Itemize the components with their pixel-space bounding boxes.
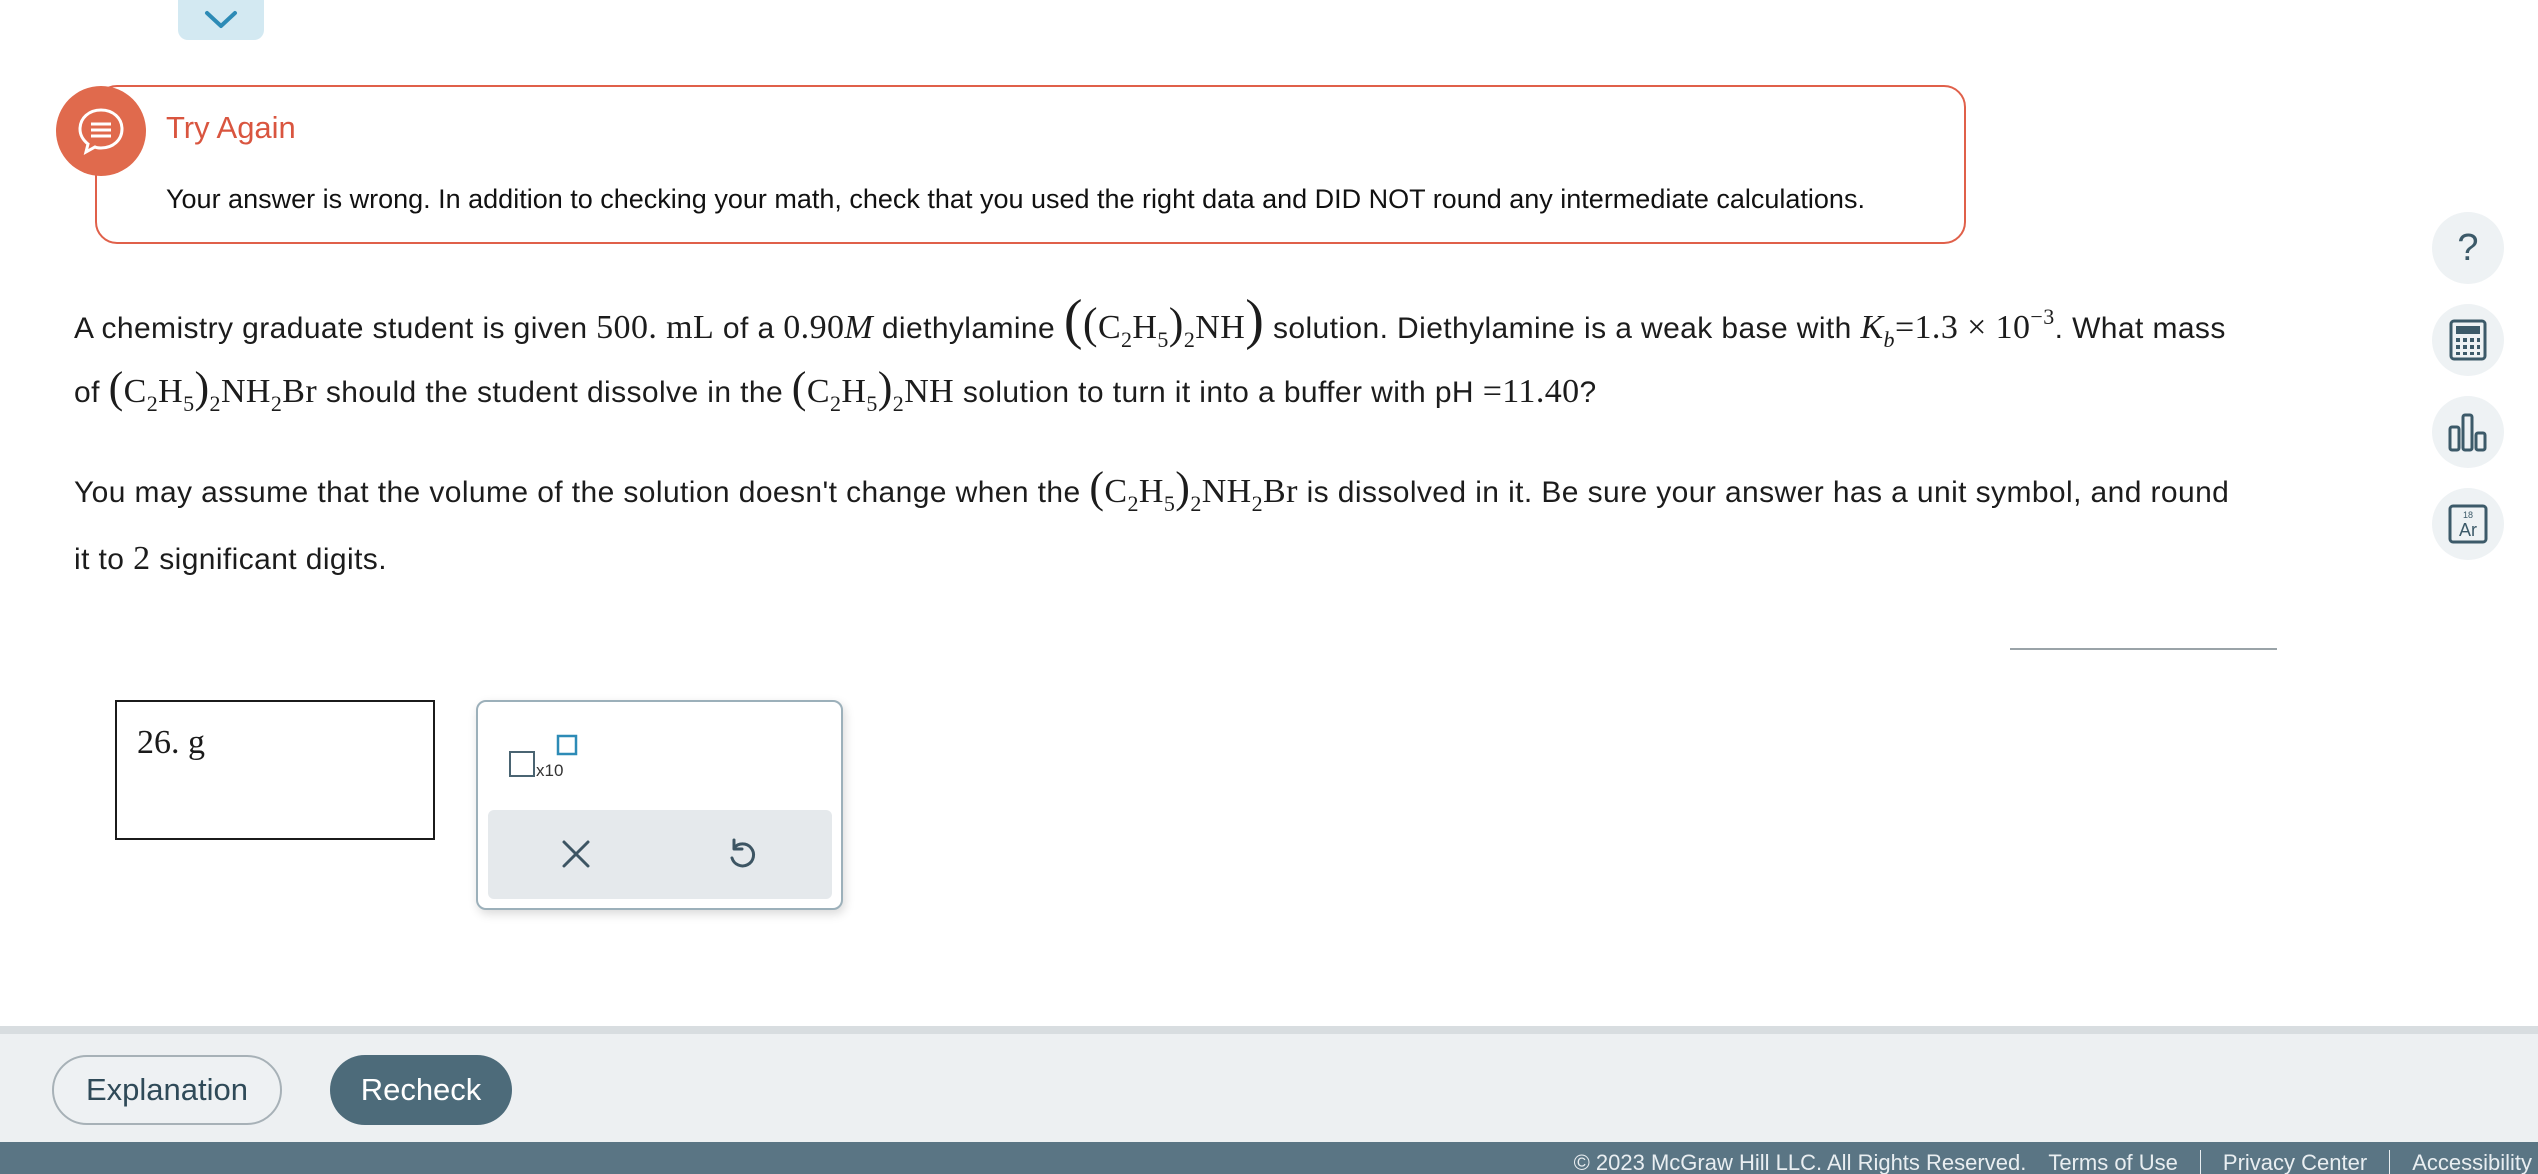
feedback-panel	[95, 85, 1966, 244]
question-line-4: it to 2 significant digits.	[74, 540, 387, 577]
privacy-link[interactable]: Privacy Center	[2222, 1150, 2368, 1174]
undo-button[interactable]	[712, 824, 772, 884]
concentration: 0.90	[783, 309, 845, 346]
x10-label: x10	[536, 761, 564, 780]
formula-diethylamine: $((C_2H_5)_2NH)$	[1063, 289, 1265, 352]
kb-expression: $K_b=1.3 \times 10^{-3}$	[1860, 304, 2055, 352]
copyright-bar	[0, 1142, 2538, 1174]
undo-icon	[724, 836, 760, 872]
x10-icon	[508, 734, 578, 784]
periodic-table-icon	[2448, 504, 2488, 544]
formula-diethylamine-2: $(C_2H_5)_2NH$	[791, 363, 955, 416]
help-button[interactable]	[2432, 212, 2504, 284]
question-line-3: You may assume that the volume of the solution doesn't change when the $(C_2H_5)_2NH_2Br$ is dissolved in it. Be sure your answer has a unit symbol, and round	[74, 463, 2230, 516]
bar-chart-icon	[2447, 411, 2489, 453]
chevron-down-icon	[203, 9, 239, 31]
question-line-2: of $(C_2H_5)_2NH_2Br$ should the student dissolve in the $(C_2H_5)_2NH$ solution to turn it into a buffer with pH =11.40?	[74, 363, 1597, 416]
divider	[2010, 648, 2277, 650]
explanation-button[interactable]: Explanation	[52, 1055, 282, 1125]
calculator-icon	[2449, 319, 2487, 361]
feedback-title: Try Again	[166, 110, 296, 145]
answer-input[interactable]	[115, 700, 435, 840]
tools-action-bar	[488, 810, 832, 899]
target-ph: =11.40	[1482, 373, 1580, 410]
divider	[2200, 1150, 2201, 1174]
formula-salt-2: $(C_2H_5)_2NH_2Br$	[1089, 463, 1298, 516]
chat-bubble-icon	[74, 104, 128, 158]
calculator-button[interactable]	[2432, 304, 2504, 376]
scientific-notation-button[interactable]	[508, 734, 578, 784]
periodic-number: 18	[2462, 510, 2474, 520]
periodic-symbol: Ar	[2459, 520, 2477, 540]
answer-value: 26. g	[137, 724, 205, 761]
question-line-1: A chemistry graduate student is given 500. mL of a 0.90M diethylamine $((C_2H_5)_2NH)$ solution. Diethylamine is a weak base with $K_b=1.3 \times 10^{-3}$. What mass	[74, 289, 2226, 352]
question-mark-icon: ?	[2457, 226, 2479, 269]
accessibility-link[interactable]: Accessibility	[2412, 1150, 2532, 1174]
collapse-toggle[interactable]	[178, 0, 264, 40]
periodic-table-button[interactable]	[2432, 488, 2504, 560]
close-icon	[559, 837, 593, 871]
data-chart-button[interactable]	[2432, 396, 2504, 468]
volume: 500. mL	[596, 309, 715, 346]
formula-salt: $(C_2H_5)_2NH_2Br$	[108, 363, 318, 416]
sig-figs: 2	[133, 540, 151, 577]
divider	[2389, 1150, 2390, 1174]
feedback-message: Your answer is wrong. In addition to checking your math, check that you used the right data and DID NOT round any intermediate calculations.	[166, 184, 1865, 214]
terms-link[interactable]: Terms of Use	[2048, 1150, 2178, 1174]
clear-button[interactable]	[546, 824, 606, 884]
copyright-text: © 2023 McGraw Hill LLC. All Rights Reserved.	[1573, 1150, 2027, 1174]
recheck-button[interactable]: Recheck	[330, 1055, 512, 1125]
feedback-icon	[56, 86, 146, 176]
math-tools-panel	[476, 700, 843, 910]
